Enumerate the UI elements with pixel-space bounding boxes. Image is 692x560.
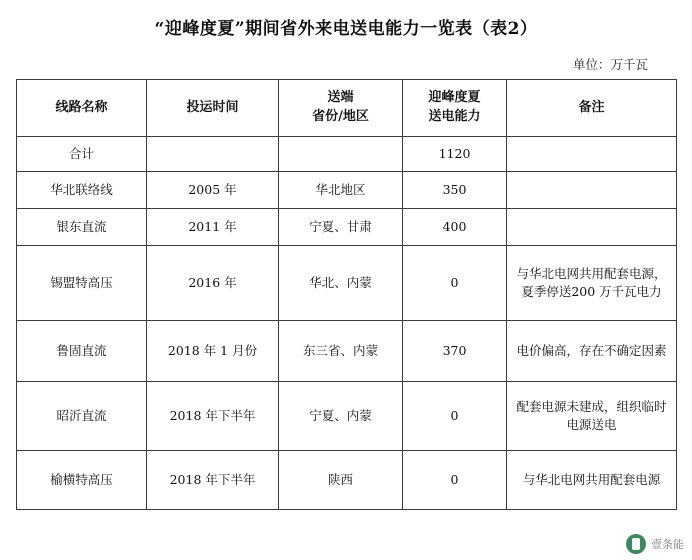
cell-remarks: 与华北电网共用配套电源	[507, 451, 677, 510]
cell-line-name: 华北联络线	[17, 172, 147, 209]
table-row	[17, 382, 677, 451]
cell-line-name: 昭沂直流	[17, 382, 147, 451]
header-line1: 投运时间	[186, 99, 239, 115]
cell-capacity: 370	[403, 321, 507, 382]
cell-sending-province	[279, 137, 403, 172]
cell-commission-time: 2018 年下半年	[147, 382, 279, 451]
table-row	[17, 137, 677, 172]
cell-line-name: 银东直流	[17, 209, 147, 246]
table-row	[17, 246, 677, 321]
cell-capacity: 0	[403, 246, 507, 321]
header-line1: 备注	[578, 99, 605, 115]
table-container	[16, 79, 676, 510]
cell-sending-province: 华北地区	[279, 172, 403, 209]
unit-note: 单位：万千瓦	[572, 57, 648, 72]
watermark	[626, 534, 684, 554]
cell-sending-province: 宁夏、甘肃	[279, 209, 403, 246]
cell-commission-time: 2018 年 1 月份	[147, 321, 279, 382]
header-line2: 送电能力	[428, 109, 481, 124]
cell-commission-time: 2016 年	[147, 246, 279, 321]
cell-line-name: 榆横特高压	[17, 451, 147, 510]
header-line1: 迎峰度夏	[428, 90, 481, 106]
cell-capacity: 0	[403, 382, 507, 451]
table-row	[17, 321, 677, 382]
cell-sending-province: 华北、内蒙	[279, 246, 403, 321]
column-header-commission-time	[147, 80, 279, 137]
table-row	[17, 209, 677, 246]
cell-remarks: 电价偏高，存在不确定因素	[507, 321, 677, 382]
table-row	[17, 172, 677, 209]
page-title: “迎峰度夏”期间省外来电送电能力一览表（表2）	[154, 19, 538, 39]
table-row	[17, 451, 677, 510]
cell-remarks: 与华北电网共用配套电源，夏季停送200 万千瓦电力	[507, 246, 677, 321]
header-line2: 省份/地区	[312, 109, 369, 124]
cell-line-name: 鲁固直流	[17, 321, 147, 382]
cell-remarks	[507, 209, 677, 246]
cell-capacity: 400	[403, 209, 507, 246]
header-line1: 线路名称	[55, 99, 108, 115]
cell-commission-time: 2018 年下半年	[147, 451, 279, 510]
column-header-line-name	[17, 80, 147, 137]
cell-remarks	[507, 137, 677, 172]
cell-capacity: 0	[403, 451, 507, 510]
leaf-circle-icon	[626, 534, 646, 554]
cell-commission-time: 2011 年	[147, 209, 279, 246]
column-header-sending-province	[279, 80, 403, 137]
document-page	[0, 14, 692, 560]
header-row	[17, 80, 677, 137]
cell-sending-province: 陕西	[279, 451, 403, 510]
watermark-label: 壹条能	[651, 538, 684, 551]
table-header	[17, 80, 677, 137]
table-body	[17, 137, 677, 510]
cell-capacity: 350	[403, 172, 507, 209]
column-header-capacity	[403, 80, 507, 137]
cell-commission-time	[147, 137, 279, 172]
cell-line-name: 锡盟特高压	[17, 246, 147, 321]
cell-sending-province: 东三省、内蒙	[279, 321, 403, 382]
cell-capacity: 1120	[403, 137, 507, 172]
cell-line-name: 合计	[17, 137, 147, 172]
cell-sending-province: 宁夏、内蒙	[279, 382, 403, 451]
cell-remarks: 配套电源未建成，组织临时电源送电	[507, 382, 677, 451]
cell-remarks	[507, 172, 677, 209]
column-header-remarks	[507, 80, 677, 137]
cell-commission-time: 2005 年	[147, 172, 279, 209]
capacity-table	[16, 79, 677, 510]
header-line1: 送端	[327, 90, 354, 106]
